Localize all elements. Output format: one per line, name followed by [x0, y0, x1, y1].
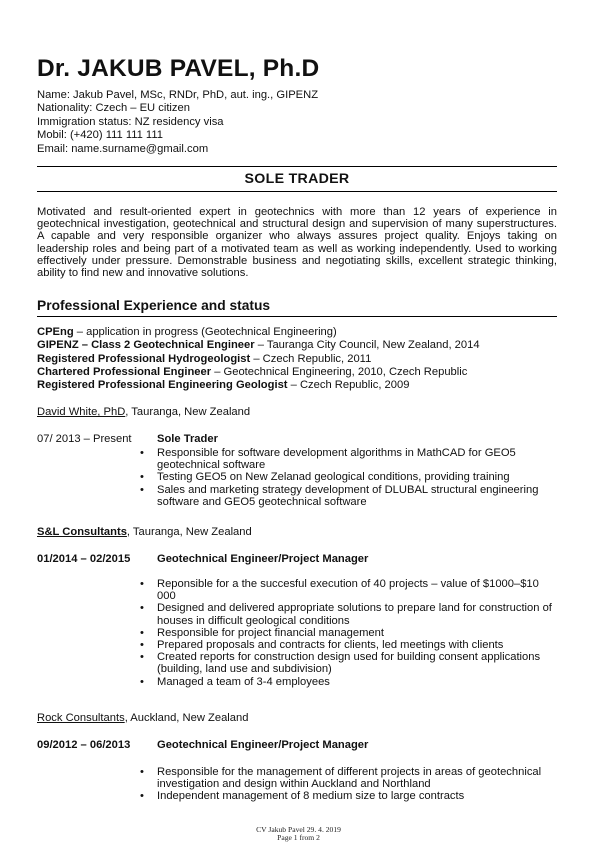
- job-bullet-list: [140, 578, 560, 688]
- status-item-title: Chartered Professional Engineer: [37, 365, 212, 378]
- status-item: [37, 326, 480, 339]
- status-item-detail: – Tauranga City Council, New Zealand, 2014: [254, 339, 480, 352]
- job-period: 07/ 2013 – Present: [37, 433, 132, 445]
- status-item-detail: – application in progress (Geotechnical Engineering): [73, 326, 337, 338]
- banner-bottom-rule: [37, 191, 557, 192]
- status-item-detail: – Czech Republic, 2009: [287, 379, 410, 392]
- employer-name: S&L Consultants: [37, 526, 127, 538]
- banner-top-rule: [37, 166, 557, 167]
- employer-name: Rock Consultants: [37, 712, 125, 724]
- page-footer: [0, 826, 597, 843]
- employer-line: [37, 526, 252, 538]
- contact-immigration-status: Immigration status: NZ residency visa: [37, 115, 224, 128]
- job-period: 01/2014 – 02/2015: [37, 553, 131, 565]
- employer-location: , Tauranga, New Zealand: [125, 406, 251, 418]
- employer-line: [37, 406, 250, 418]
- job-bullet: • Designed and delivered appropriate solutions to prepare land for construction of houses in difficult geological conditions: [140, 602, 560, 626]
- status-item-title: GIPENZ – Class 2 Geotechnical Engineer: [37, 339, 255, 352]
- summary-paragraph: Motivated and result-oriented expert in geotechnics with more than 12 years of experience in geotechnical investigation, geotechnical and structural design and supervision of many superstructures. A capable and very responsible organizer who always assures project quality. Enjoys taking on leadership roles and being part of a motivated team as well as working independently. Used to working effectively under pressure. Demonstrable business and negotiating skills, excellent strategic thinking, ability to find new and innovative solutions.: [37, 206, 557, 280]
- section-heading: Professional Experience and status: [37, 298, 271, 313]
- page-title: Dr. JAKUB PAVEL, Ph.D: [37, 55, 320, 82]
- employer-location: , Auckland, New Zealand: [124, 712, 249, 724]
- section-rule: [37, 316, 557, 317]
- contact-mobile: Mobil: (+420) 111 111 111: [37, 129, 163, 142]
- job-bullet: • Testing GEO5 on New Zelanad geological conditions, providing training: [140, 471, 560, 483]
- job-bullet: • Sales and marketing strategy development of DLUBAL structural engineering software and GEO5 geotechnical software: [140, 484, 560, 508]
- job-bullet: • Managed a team of 3-4 employees: [140, 676, 560, 688]
- status-item: [37, 366, 480, 379]
- job-bullet: • Created reports for construction design used for building consent applications (building, land use and subdivision): [140, 651, 560, 675]
- contact-nationality: Nationality: Czech – EU citizen: [37, 102, 190, 115]
- job-bullet: • Responsible for project financial management: [140, 627, 560, 639]
- job-bullet-list: [140, 447, 560, 508]
- status-list: [37, 326, 480, 392]
- job-bullet: • Independent management of 8 medium size to large contracts: [140, 790, 560, 802]
- contact-name: Name: Jakub Pavel, MSc, RNDr, PhD, aut. ing., GIPENZ: [37, 89, 319, 101]
- contact-email: Email: name.surname@gmail.com: [37, 142, 209, 155]
- job-role: Geotechnical Engineer/Project Manager: [157, 739, 369, 751]
- status-item-detail: – Geotechnical Engineering, 2010, Czech Republic: [211, 365, 468, 378]
- job-bullet: • Prepared proposals and contracts for clients, led meetings with clients: [140, 639, 560, 651]
- status-item-title: CPEng: [37, 326, 74, 338]
- employer-name: David White, PhD: [37, 406, 126, 418]
- employer-location: , Tauranga, New Zealand: [126, 526, 252, 538]
- job-period: 09/2012 – 06/2013: [37, 739, 131, 751]
- job-bullet: • Reponsible for a the succesful execution of 40 projects – value of $1000–$10 000: [140, 578, 560, 602]
- contact-block: [37, 89, 318, 156]
- status-item: [37, 379, 480, 392]
- status-item: [37, 353, 480, 366]
- job-bullet: • Responsible for the management of different projects in areas of geotechnical investigation and design within Auckland and Northland: [140, 766, 560, 790]
- footer-doc-info: CV Jakub Pavel 29. 4. 2019: [256, 825, 341, 834]
- job-bullet: • Responsible for software development algorithms in MathCAD for GEO5 geotechnical software: [140, 447, 560, 471]
- employer-line: [37, 712, 248, 724]
- status-item-detail: – Czech Republic, 2011: [250, 352, 372, 365]
- job-bullet-list: [140, 766, 560, 803]
- status-item: [37, 339, 480, 352]
- job-role: Sole Trader: [157, 433, 218, 445]
- job-role: Geotechnical Engineer/Project Manager: [157, 553, 369, 565]
- status-item-title: Registered Professional Engineering Geologist: [37, 379, 288, 392]
- status-item-title: Registered Professional Hydrogeologist: [37, 352, 251, 365]
- footer-page-number: Page 1 from 2: [277, 833, 320, 843]
- banner-heading: SOLE TRADER: [244, 171, 350, 187]
